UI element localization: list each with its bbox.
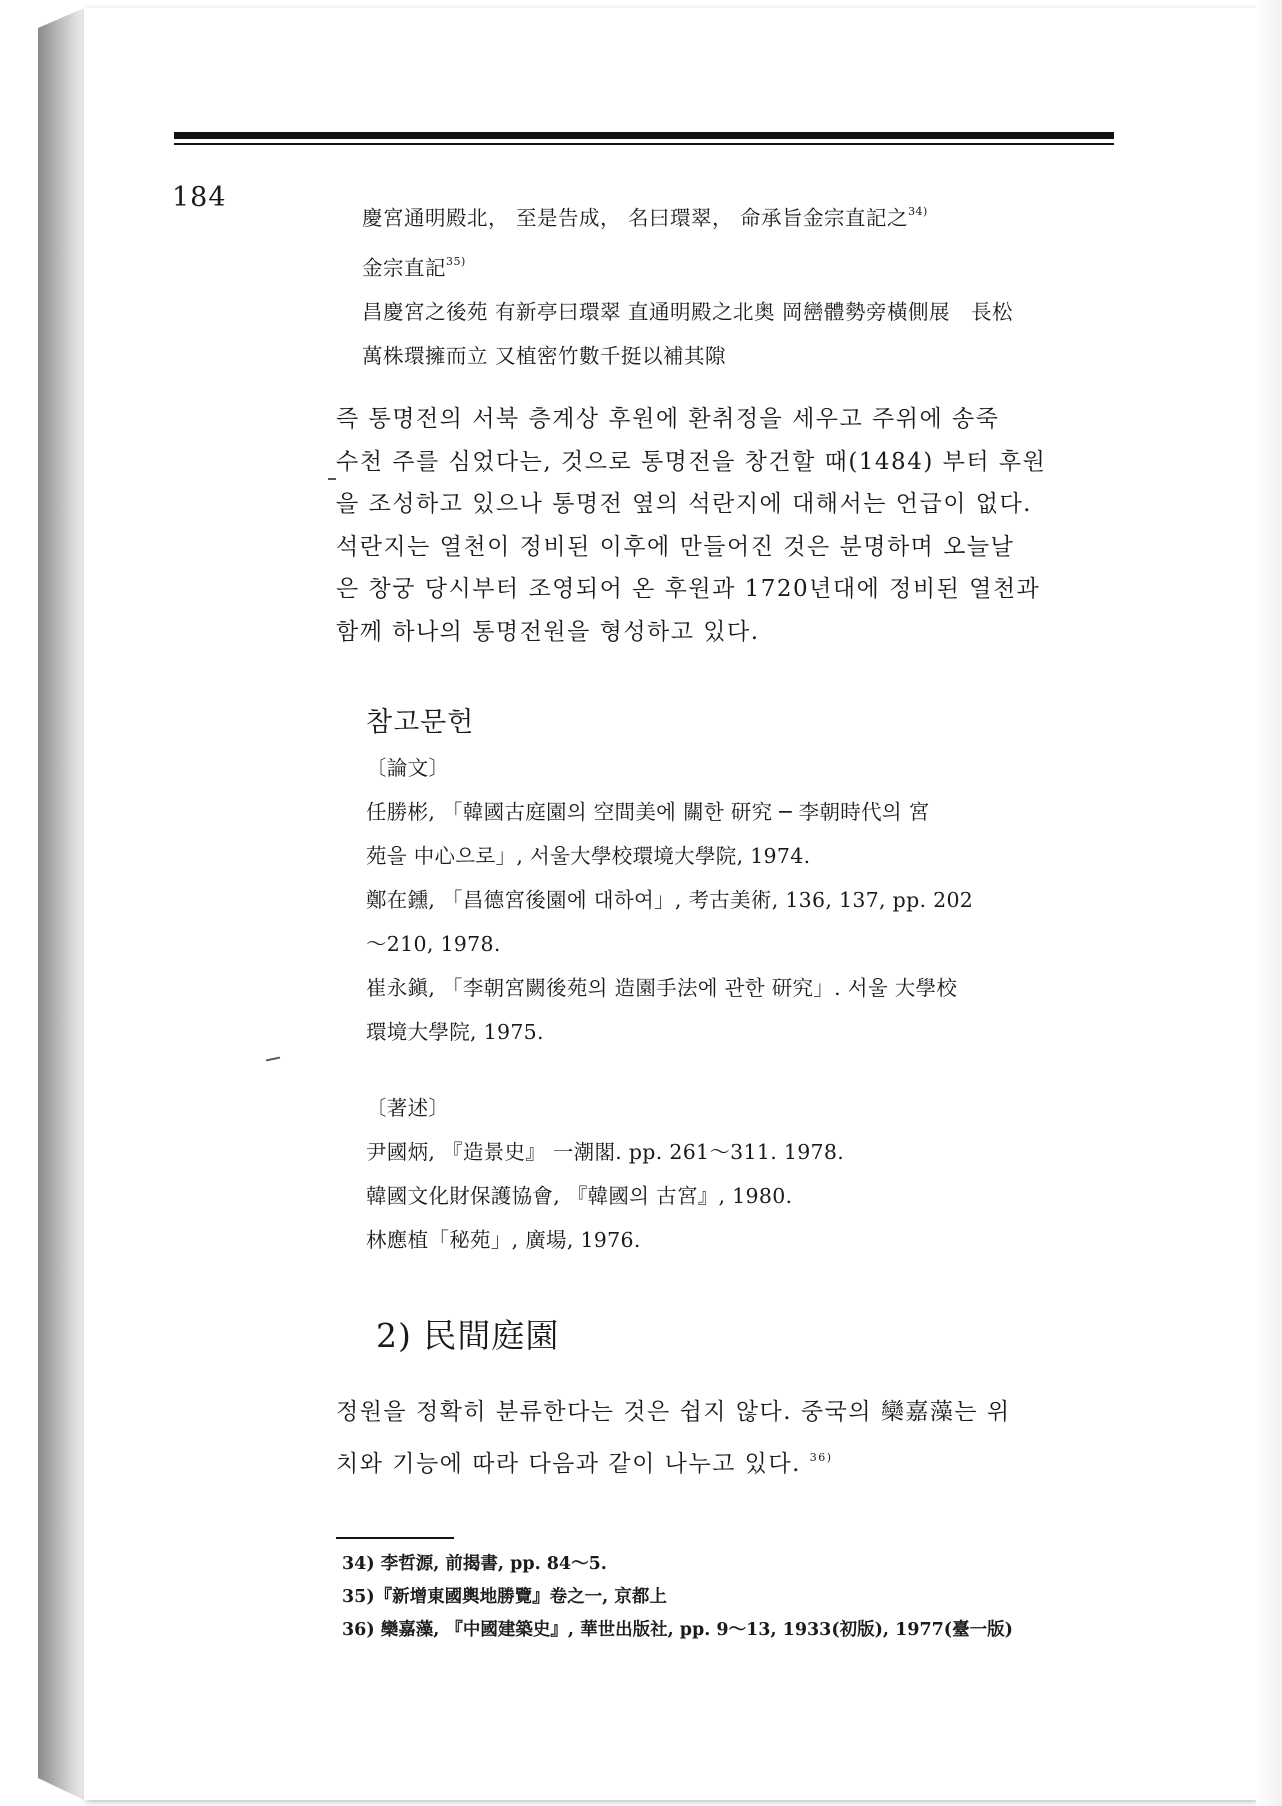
footnote-35: 35)『新增東國輿地勝覽』卷之一, 京都上	[342, 1587, 667, 1607]
quote-line-2-text: 金宗直記	[362, 256, 446, 280]
reference-entry: 任勝彬, 「韓國古庭園의 空間美에 關한 研究 ─ 李朝時代의 宮	[366, 800, 930, 824]
section-heading: 2) 民間庭園	[376, 1316, 560, 1355]
page-right-edge	[1256, 0, 1282, 1806]
reference-entry: 韓國文化財保護協會, 『韓國의 古宮』, 1980.	[366, 1184, 793, 1208]
header-rule-thin	[174, 143, 1114, 145]
body-line: 즉 통명전의 서북 층계상 후원에 환취정을 세우고 주위에 송죽	[336, 406, 1000, 432]
quote-line-2	[362, 240, 1112, 290]
quote-line-1	[362, 190, 1112, 240]
papers-heading: 〔論文〕	[366, 756, 450, 780]
header-rule-thick	[174, 132, 1114, 139]
references-title: 참고문헌	[366, 707, 475, 738]
page-number: 184	[172, 182, 227, 213]
body-line: 을 조성하고 있으나 통명전 옆의 석란지에 대해서는 언급이 없다.	[336, 491, 1032, 517]
footnote-36: 36) 欒嘉藻, 『中國建築史』, 華世出版社, pp. 9～13, 1933(初版), 1977(臺一版)	[342, 1620, 1013, 1640]
body-line: 정원을 정확히 분류한다는 것은 쉽지 않다. 중국의 欒嘉藻는 위	[336, 1399, 1011, 1425]
body-paragraph-2	[336, 1390, 1114, 1487]
scan-mark	[328, 478, 336, 480]
footnote-ref-36: 36)	[809, 1451, 833, 1464]
body-line-text: 치와 기능에 따라 다음과 같이 나누고 있다.	[336, 1451, 801, 1477]
reference-entry: ～210, 1978.	[366, 932, 501, 956]
books-heading: 〔著述〕	[366, 1096, 450, 1120]
body-line: 석란지는 열천이 정비된 이후에 만들어진 것은 분명하며 오늘날	[336, 533, 1015, 560]
quote-line-1-text: 慶宮通明殿北， 至是告成， 名曰環翠， 命承旨金宗直記之	[362, 206, 909, 230]
reference-entry: 鄭在鑂, 「昌德宮後園에 대하여」, 考古美術, 136, 137, pp. 202	[366, 888, 974, 912]
quote-line-3: 昌慶宮之後苑 有新亭曰環翠 直通明殿之北奥 岡巒體勢旁橫側展 長松	[362, 300, 1014, 324]
reference-entry: 苑을 中心으로」, 서울大學校環境大學院, 1974.	[366, 844, 811, 868]
body-line: 수천 주를 심었다는, 것으로 통명전을 창건할 때(1484) 부터 후원	[336, 448, 1047, 475]
reference-entry: 尹國炳, 『造景史』 一潮閣. pp. 261～311. 1978.	[366, 1140, 845, 1164]
classical-quotation	[362, 190, 1112, 378]
footnote-34: 34) 李哲源, 前揭書, pp. 84～5.	[342, 1554, 607, 1574]
body-line	[336, 1435, 1114, 1487]
footnote-rule	[336, 1537, 454, 1539]
footnote-ref-35: 35)	[446, 255, 466, 268]
book-page-edge	[38, 8, 84, 1800]
body-line: 함께 하나의 통명전원을 형성하고 있다.	[336, 618, 760, 645]
quote-line-4: 萬株環擁而立 又植密竹數千挺以補其隙	[362, 344, 727, 368]
body-paragraph-1	[336, 398, 1114, 653]
footnote-ref-34: 34)	[908, 205, 928, 218]
body-line: 은 창궁 당시부터 조영되어 온 후원과 1720년대에 정비된 열천과	[336, 576, 1041, 602]
references-papers	[366, 746, 1086, 1054]
reference-entry: 崔永鎭, 「李朝宮闕後苑의 造園手法에 관한 研究」. 서울 大學校	[366, 976, 958, 1000]
footnotes	[342, 1548, 1122, 1647]
reference-entry: 林應植「秘苑」, 廣場, 1976.	[366, 1228, 641, 1252]
references-books	[366, 1086, 1086, 1262]
reference-entry: 環境大學院, 1975.	[366, 1020, 544, 1044]
